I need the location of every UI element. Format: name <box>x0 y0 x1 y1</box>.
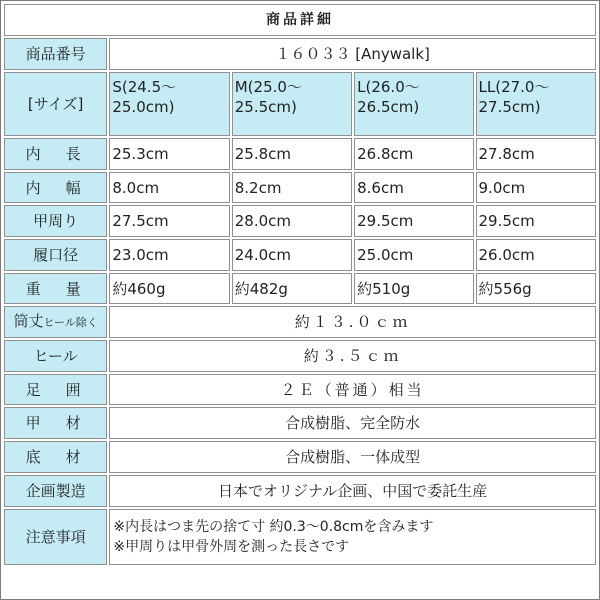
sole-material-value: 合成樹脂、一体成型 <box>109 441 596 473</box>
manufacturing-row <box>4 475 596 507</box>
product-number-value: １６０３３ [Anywalk] <box>109 38 596 70</box>
inner-width-l: 8.6cm <box>354 172 473 203</box>
size-ll: LL(27.0〜27.5cm) <box>476 72 596 136</box>
note-line-1: ※内長はつま先の捨て寸 約0.3〜0.8cmを含みます <box>113 519 434 535</box>
size-l: L(26.0〜26.5cm) <box>354 72 473 136</box>
product-number-row <box>4 38 596 70</box>
inner-width-ll: 9.0cm <box>476 172 596 203</box>
weight-l: 約510g <box>354 273 473 304</box>
weight-label: 重 量 <box>4 273 107 304</box>
notes-label: 注意事項 <box>4 509 107 565</box>
notes-text <box>109 509 596 565</box>
title-row <box>4 4 596 36</box>
width-fitting-label: 足 囲 <box>4 374 107 405</box>
size-label: [サイズ] <box>4 72 107 136</box>
inner-width-row <box>4 172 596 203</box>
inner-width-m: 8.2cm <box>232 172 352 203</box>
weight-ll: 約556g <box>476 273 596 304</box>
opening-ll: 26.0cm <box>476 239 596 271</box>
instep-girth-label: 甲周り <box>4 205 107 237</box>
inner-length-l: 26.8cm <box>354 138 473 170</box>
instep-girth-l: 29.5cm <box>354 205 473 237</box>
heel-label: ヒール <box>4 340 107 372</box>
weight-row <box>4 273 596 304</box>
weight-s: 約460g <box>109 273 229 304</box>
upper-material-label: 甲 材 <box>4 407 107 439</box>
table-title: 商品詳細 <box>4 4 596 36</box>
shaft-height-label <box>4 306 107 338</box>
shaft-height-label-sub: ヒール除く <box>43 316 98 329</box>
size-row <box>4 72 596 136</box>
upper-material-value: 合成樹脂、完全防水 <box>109 407 596 439</box>
upper-material-row <box>4 407 596 439</box>
inner-length-ll: 27.8cm <box>476 138 596 170</box>
size-m: M(25.0〜25.5cm) <box>232 72 352 136</box>
product-number-label: 商品番号 <box>4 38 107 70</box>
sole-material-label: 底 材 <box>4 441 107 473</box>
inner-length-label: 内 長 <box>4 138 107 170</box>
note-line-2: ※甲周りは甲骨外周を測った長さです <box>113 539 350 555</box>
instep-girth-s: 27.5cm <box>109 205 229 237</box>
instep-girth-m: 28.0cm <box>232 205 352 237</box>
sole-material-row <box>4 441 596 473</box>
inner-length-s: 25.3cm <box>109 138 229 170</box>
notes-row <box>4 509 596 565</box>
size-s: S(24.5〜25.0cm) <box>109 72 229 136</box>
inner-width-label: 内 幅 <box>4 172 107 203</box>
opening-row <box>4 239 596 271</box>
inner-length-m: 25.8cm <box>232 138 352 170</box>
weight-m: 約482g <box>232 273 352 304</box>
shaft-height-value: 約１３.０ｃｍ <box>109 306 596 338</box>
width-fitting-value: ２Ｅ（普通）相当 <box>109 374 596 405</box>
shaft-height-row <box>4 306 596 338</box>
heel-row <box>4 340 596 372</box>
manufacturing-value: 日本でオリジナル企画、中国で委託生産 <box>109 475 596 507</box>
width-fitting-row <box>4 374 596 405</box>
product-detail-table <box>2 2 598 567</box>
inner-length-row <box>4 138 596 170</box>
instep-girth-row <box>4 205 596 237</box>
opening-label: 履口径 <box>4 239 107 271</box>
instep-girth-ll: 29.5cm <box>476 205 596 237</box>
manufacturing-label: 企画製造 <box>4 475 107 507</box>
heel-value: 約３.５ｃｍ <box>109 340 596 372</box>
opening-m: 24.0cm <box>232 239 352 271</box>
inner-width-s: 8.0cm <box>109 172 229 203</box>
opening-s: 23.0cm <box>109 239 229 271</box>
opening-l: 25.0cm <box>354 239 473 271</box>
shaft-height-label-main: 筒丈 <box>13 312 44 330</box>
